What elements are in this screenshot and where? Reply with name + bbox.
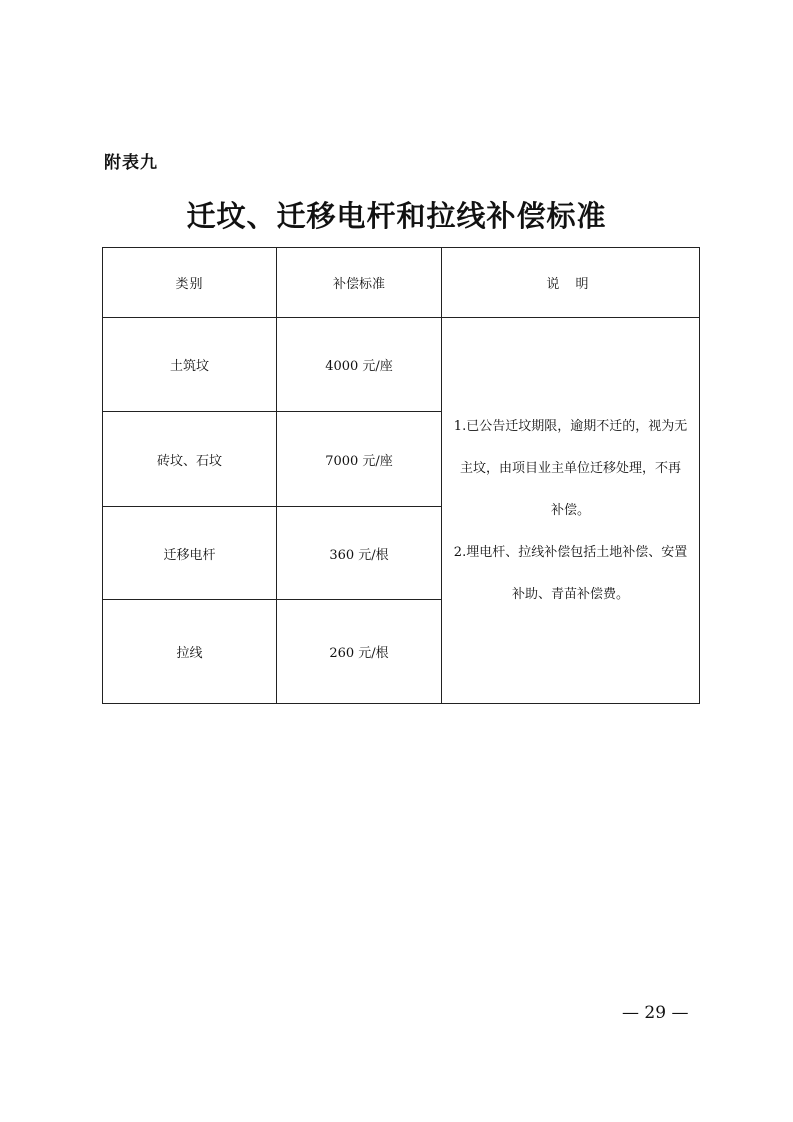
header-standard: 补偿标准 [277, 248, 442, 318]
row-standard: 4000 元/座 [277, 318, 442, 412]
row-standard: 260 元/根 [277, 600, 442, 704]
compensation-table [102, 247, 700, 704]
row-category: 砖坟、石坟 [103, 412, 277, 507]
table-row [103, 318, 700, 412]
row-category: 迁移电杆 [103, 507, 277, 600]
note-cell [442, 318, 700, 704]
note-line: 主坟，由项目业主单位迁移处理，不再 [459, 460, 681, 476]
row-standard: 7000 元/座 [277, 412, 442, 507]
table-header-row [103, 248, 700, 318]
note-line: 补偿。 [550, 502, 590, 518]
note-line: 1.已公告迁坟期限，逾期不迁的，视为无 [453, 418, 688, 434]
document-title: 迁坟、迁移电杆和拉线补偿标准 [186, 199, 607, 233]
note-line: 补助、青苗补偿费。 [511, 586, 629, 602]
header-note: 说 明 [442, 248, 700, 318]
header-category: 类别 [103, 248, 277, 318]
row-category: 拉线 [103, 600, 277, 704]
note-line: 2.埋电杆、拉线补偿包括土地补偿、安置 [453, 544, 688, 560]
page-number: — 29 — [622, 1003, 689, 1023]
row-category: 土筑坟 [103, 318, 277, 412]
appendix-label: 附表九 [104, 153, 158, 173]
row-standard: 360 元/根 [277, 507, 442, 600]
